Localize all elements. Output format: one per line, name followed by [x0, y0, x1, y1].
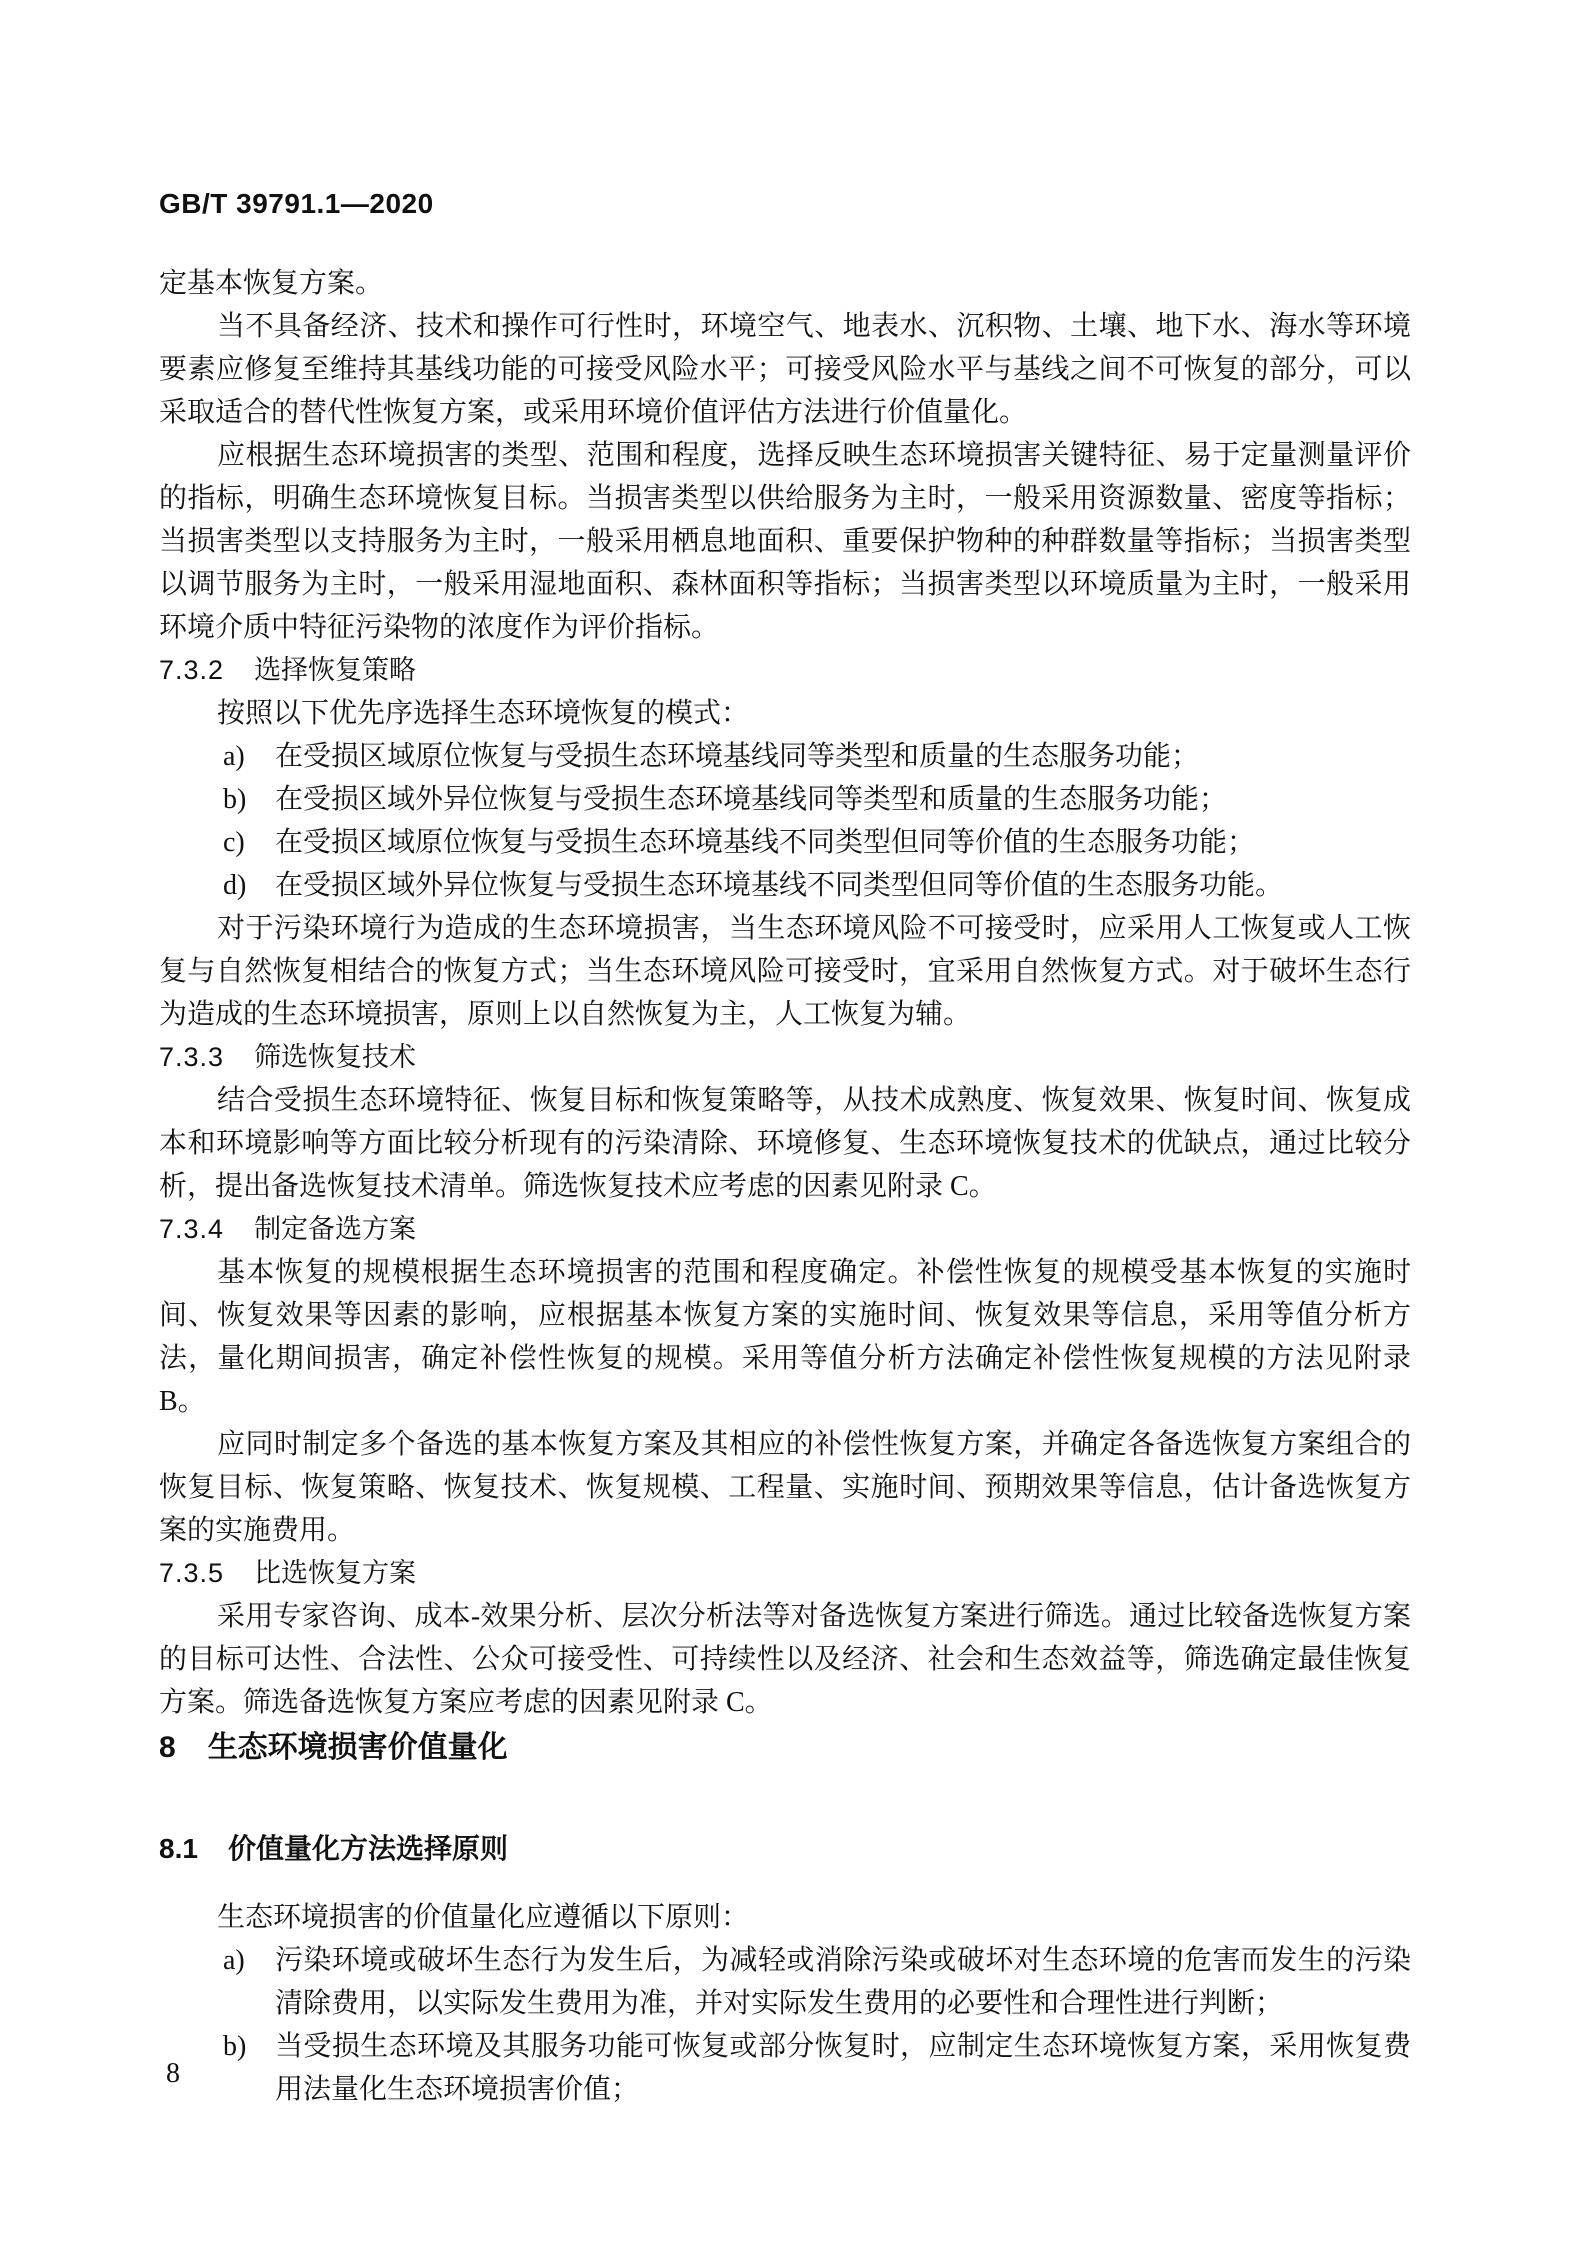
clause-title: 选择恢复策略 [254, 655, 417, 685]
paragraph: 结合受损生态环境特征、恢复目标和恢复策略等，从技术成熟度、恢复效果、恢复时间、恢复成本和环境影响等方面比较分析现有的污染清除、环境修复、生态环境恢复技术的优缺点，通过比较分析，提出备选恢复技术清单。筛选恢复技术应考虑的因素见附录 C。 [159, 1085, 1411, 1202]
list-text: 在受损区域外异位恢复与受损生态环境基线不同类型但同等价值的生态服务功能。 [275, 870, 1284, 901]
clause-title: 制定备选方案 [254, 1214, 417, 1244]
list-marker: d) [223, 870, 247, 901]
list-item-c [159, 821, 1411, 864]
clause-number: 7.3.2 [159, 655, 225, 685]
standard-code-header: GB/T 39791.1—2020 [159, 188, 434, 219]
clause-number: 7.3.5 [159, 1558, 225, 1588]
clause-number: 7.3.4 [159, 1214, 225, 1244]
page-content [159, 262, 1411, 2111]
page-number: 8 [166, 2058, 180, 2089]
list-text: 污染环境或破坏生态行为发生后，为减轻或消除污染或破坏对生态环境的危害而发生的污染清除费用，以实际发生费用为准，并对实际发生费用的必要性和合理性进行判断； [275, 1945, 1411, 2019]
list-marker: a) [223, 741, 245, 772]
paragraph: 生态环境损害的价值量化应遵循以下原则： [217, 1902, 750, 1933]
list-item-b [159, 778, 1411, 821]
list-marker: a) [223, 1945, 245, 1976]
paragraph-continuation: 定基本恢复方案。 [159, 268, 384, 299]
clause-title: 筛选恢复技术 [254, 1042, 417, 1072]
section-heading-8-1 [159, 1832, 1411, 1866]
chapter-number: 8 [159, 1731, 176, 1764]
list-item-b [159, 2025, 1411, 2111]
paragraph: 基本恢复的规模根据生态环境损害的范围和程度确定。补偿性恢复的规模受基本恢复的实施时间、恢复效果等因素的影响，应根据基本恢复方案的实施时间、恢复效果等信息，采用等值分析方法，量化期间损害，确定补偿性恢复的规模。采用等值分析方法确定补偿性恢复规模的方法见附录 B。 [159, 1257, 1411, 1417]
list-marker: b) [223, 784, 247, 815]
list-item-a [159, 735, 1411, 778]
list-text: 在受损区域原位恢复与受损生态环境基线同等类型和质量的生态服务功能； [275, 741, 1200, 772]
paragraph: 应同时制定多个备选的基本恢复方案及其相应的补偿性恢复方案，并确定各备选恢复方案组合的恢复目标、恢复策略、恢复技术、恢复规模、工程量、实施时间、预期效果等信息，估计备选恢复方案的实施费用。 [159, 1429, 1411, 1546]
chapter-title: 生态环境损害价值量化 [207, 1731, 508, 1764]
clause-heading-7-3-3 [159, 1036, 1411, 1079]
paragraph: 按照以下优先序选择生态环境恢复的模式： [217, 698, 750, 729]
paragraph: 采用专家咨询、成本-效果分析、层次分析法等对备选恢复方案进行筛选。通过比较备选恢复方案的目标可达性、合法性、公众可接受性、可持续性以及经济、社会和生态效益等，筛选确定最佳恢复方案。筛选备选恢复方案应考虑的因素见附录 C。 [159, 1601, 1411, 1718]
list-item-a [159, 1939, 1411, 2025]
paragraph: 当不具备经济、技术和操作可行性时，环境空气、地表水、沉积物、土壤、地下水、海水等环境要素应修复至维持其基线功能的可接受风险水平；可接受风险水平与基线之间不可恢复的部分，可以采取适合的替代性恢复方案，或采用环境价值评估方法进行价值量化。 [159, 311, 1411, 428]
list-marker: b) [223, 2031, 247, 2062]
chapter-heading-8 [159, 1730, 1411, 1766]
paragraph: 对于污染环境行为造成的生态环境损害，当生态环境风险不可接受时，应采用人工恢复或人工恢复与自然恢复相结合的恢复方式；当生态环境风险可接受时，宜采用自然恢复方式。对于破坏生态行为造成的生态环境损害，原则上以自然恢复为主，人工恢复为辅。 [159, 913, 1411, 1030]
paragraph: 应根据生态环境损害的类型、范围和程度，选择反映生态环境损害关键特征、易于定量测量评价的指标，明确生态环境恢复目标。当损害类型以供给服务为主时，一般采用资源数量、密度等指标；当损害类型以支持服务为主时，一般采用栖息地面积、重要保护物种的种群数量等指标；当损害类型以调节服务为主时，一般采用湿地面积、森林面积等指标；当损害类型以环境质量为主时，一般采用环境介质中特征污染物的浓度作为评价指标。 [159, 440, 1411, 643]
list-text: 在受损区域原位恢复与受损生态环境基线不同类型但同等价值的生态服务功能； [275, 827, 1256, 858]
list-text: 在受损区域外异位恢复与受损生态环境基线同等类型和质量的生态服务功能； [275, 784, 1228, 815]
section-number: 8.1 [159, 1833, 198, 1864]
clause-heading-7-3-4 [159, 1208, 1411, 1251]
list-text: 当受损生态环境及其服务功能可恢复或部分恢复时，应制定生态环境恢复方案，采用恢复费用法量化生态环境损害价值； [275, 2031, 1411, 2105]
clause-title: 比选恢复方案 [254, 1558, 417, 1588]
clause-heading-7-3-2 [159, 649, 1411, 692]
clause-number: 7.3.3 [159, 1042, 225, 1072]
clause-heading-7-3-5 [159, 1552, 1411, 1595]
list-item-d [159, 864, 1411, 907]
list-marker: c) [223, 827, 245, 858]
section-title: 价值量化方法选择原则 [227, 1833, 508, 1864]
